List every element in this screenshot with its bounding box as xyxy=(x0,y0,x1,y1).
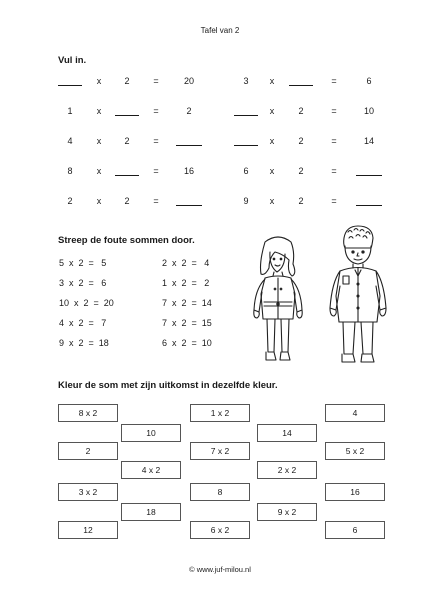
eq-equals-sign: = xyxy=(153,166,159,176)
color-box[interactable]: 18 xyxy=(121,503,181,521)
eq-equals-sign: = xyxy=(331,196,337,206)
color-box[interactable]: 8 xyxy=(190,483,250,501)
answer-blank[interactable] xyxy=(54,76,86,88)
blank-line[interactable] xyxy=(289,76,313,86)
color-box[interactable]: 9 x 2 xyxy=(257,503,317,521)
eq-result: 10 xyxy=(363,106,374,116)
blank-line[interactable] xyxy=(234,136,258,146)
blank-line[interactable] xyxy=(356,166,382,176)
eq-factor-a: 6 xyxy=(243,166,249,176)
eq-times-sign: x xyxy=(96,106,102,116)
eq-factor-a: 3 xyxy=(243,76,249,86)
color-box[interactable]: 2 xyxy=(58,442,118,460)
eq-times-sign: x xyxy=(269,76,275,86)
eq-times-sign: x xyxy=(269,106,275,116)
color-box[interactable]: 2 x 2 xyxy=(257,461,317,479)
eq-times-sign: x xyxy=(269,196,275,206)
color-box[interactable]: 5 x 2 xyxy=(325,442,385,460)
sum-item[interactable]: 2 x 2 = 4 xyxy=(162,258,210,268)
color-box[interactable]: 1 x 2 xyxy=(190,404,250,422)
eq-times-sign: x xyxy=(96,196,102,206)
color-box[interactable]: 16 xyxy=(325,483,385,501)
answer-blank[interactable] xyxy=(111,166,143,178)
color-box[interactable]: 3 x 2 xyxy=(58,483,118,501)
eq-factor-a: 4 xyxy=(67,136,73,146)
color-box[interactable]: 6 x 2 xyxy=(190,521,250,539)
boy-illustration xyxy=(322,224,394,369)
color-box[interactable]: 4 x 2 xyxy=(121,461,181,479)
eq-factor-a: 2 xyxy=(67,196,73,206)
eq-factor-b: 2 xyxy=(124,136,130,146)
eq-factor-b: 2 xyxy=(124,196,130,206)
eq-times-sign: x xyxy=(96,136,102,146)
page-title: Tafel van 2 xyxy=(200,26,240,35)
eq-equals-sign: = xyxy=(331,166,337,176)
color-box[interactable]: 4 xyxy=(325,404,385,422)
eq-equals-sign: = xyxy=(331,76,337,86)
blank-line[interactable] xyxy=(176,196,202,206)
eq-equals-sign: = xyxy=(153,76,159,86)
color-box[interactable]: 8 x 2 xyxy=(58,404,118,422)
girl-illustration xyxy=(243,234,313,369)
color-box[interactable]: 14 xyxy=(257,424,317,442)
eq-times-sign: x xyxy=(269,166,275,176)
color-box[interactable]: 6 xyxy=(325,521,385,539)
answer-blank[interactable] xyxy=(173,136,205,148)
color-box[interactable]: 7 x 2 xyxy=(190,442,250,460)
answer-blank[interactable] xyxy=(173,196,205,208)
eq-times-sign: x xyxy=(96,166,102,176)
eq-times-sign: x xyxy=(96,76,102,86)
sum-item[interactable]: 9 x 2 = 18 xyxy=(59,338,109,348)
section-heading-kleur: Kleur de som met zijn uitkomst in dezelfde kleur. xyxy=(58,380,278,391)
eq-factor-b: 2 xyxy=(124,76,130,86)
eq-factor-a: 9 xyxy=(243,196,249,206)
eq-equals-sign: = xyxy=(153,136,159,146)
section-heading-streep: Streep de foute sommen door. xyxy=(58,235,195,246)
answer-blank[interactable] xyxy=(353,166,385,178)
footer-copyright: © www.juf-milou.nl xyxy=(189,565,251,574)
blank-line[interactable] xyxy=(58,76,82,86)
sum-item[interactable]: 7 x 2 = 14 xyxy=(162,298,212,308)
sum-item[interactable]: 7 x 2 = 15 xyxy=(162,318,212,328)
eq-factor-a: 1 xyxy=(67,106,73,116)
blank-line[interactable] xyxy=(176,136,202,146)
eq-times-sign: x xyxy=(269,136,275,146)
eq-equals-sign: = xyxy=(153,196,159,206)
sum-item[interactable]: 3 x 2 = 6 xyxy=(59,278,107,288)
blank-line[interactable] xyxy=(115,166,139,176)
sum-item[interactable]: 1 x 2 = 2 xyxy=(162,278,210,288)
eq-result: 20 xyxy=(183,76,194,86)
eq-equals-sign: = xyxy=(331,136,337,146)
eq-equals-sign: = xyxy=(153,106,159,116)
eq-factor-b: 2 xyxy=(298,166,304,176)
eq-factor-b: 2 xyxy=(298,106,304,116)
sum-item[interactable]: 10 x 2 = 20 xyxy=(59,298,114,308)
answer-blank[interactable] xyxy=(111,106,143,118)
eq-factor-b: 2 xyxy=(298,196,304,206)
blank-line[interactable] xyxy=(234,106,258,116)
sum-item[interactable]: 4 x 2 = 7 xyxy=(59,318,107,328)
eq-factor-b: 2 xyxy=(298,136,304,146)
eq-equals-sign: = xyxy=(331,106,337,116)
eq-result: 6 xyxy=(366,76,372,86)
sum-item[interactable]: 5 x 2 = 5 xyxy=(59,258,107,268)
eq-factor-a: 8 xyxy=(67,166,73,176)
blank-line[interactable] xyxy=(115,106,139,116)
eq-result: 2 xyxy=(186,106,192,116)
eq-result: 14 xyxy=(363,136,374,146)
answer-blank[interactable] xyxy=(285,76,317,88)
section-heading-vul-in: Vul in. xyxy=(58,55,87,66)
sum-item[interactable]: 6 x 2 = 10 xyxy=(162,338,212,348)
color-box[interactable]: 12 xyxy=(58,521,118,539)
color-box[interactable]: 10 xyxy=(121,424,181,442)
answer-blank[interactable] xyxy=(353,196,385,208)
eq-result: 16 xyxy=(183,166,194,176)
blank-line[interactable] xyxy=(356,196,382,206)
